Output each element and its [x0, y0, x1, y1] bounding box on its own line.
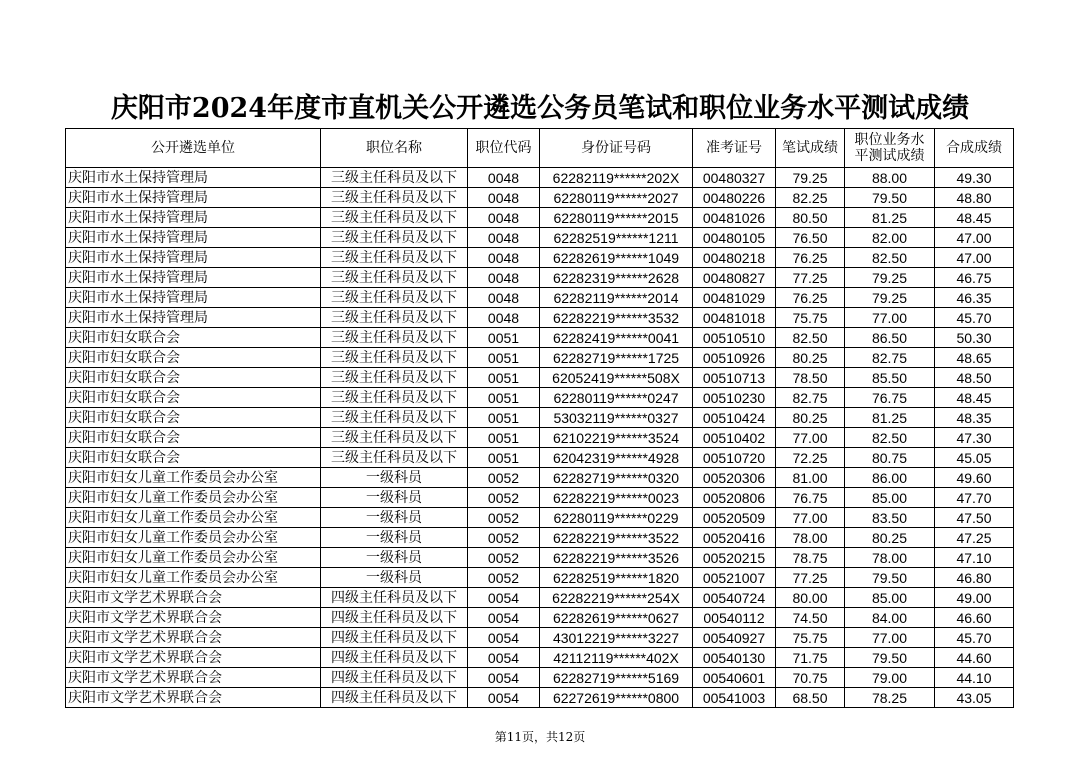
cell-unit: 庆阳市文学艺术界联合会 — [66, 628, 321, 648]
header-unit: 公开遴选单位 — [66, 129, 321, 168]
cell-id: 62282219******254X — [540, 588, 693, 608]
cell-test: 79.50 — [845, 188, 935, 208]
table-row — [66, 608, 1014, 628]
cell-code: 0048 — [468, 288, 540, 308]
table-row — [66, 628, 1014, 648]
cell-id: 62282219******3526 — [540, 548, 693, 568]
cell-unit: 庆阳市妇女联合会 — [66, 368, 321, 388]
cell-code: 0048 — [468, 168, 540, 188]
cell-position: 四级主任科员及以下 — [321, 608, 468, 628]
cell-position: 三级主任科员及以下 — [321, 388, 468, 408]
cell-position: 三级主任科员及以下 — [321, 168, 468, 188]
cell-total: 45.70 — [935, 628, 1014, 648]
cell-ticket: 00480827 — [693, 268, 776, 288]
table-row — [66, 448, 1014, 468]
cell-test: 85.00 — [845, 588, 935, 608]
cell-test: 79.25 — [845, 268, 935, 288]
cell-position: 一级科员 — [321, 548, 468, 568]
header-written: 笔试成绩 — [776, 129, 845, 168]
cell-total: 46.80 — [935, 568, 1014, 588]
cell-total: 46.35 — [935, 288, 1014, 308]
cell-id: 62282219******0023 — [540, 488, 693, 508]
cell-id: 62282519******1211 — [540, 228, 693, 248]
cell-code: 0052 — [468, 528, 540, 548]
cell-code: 0051 — [468, 368, 540, 388]
table-row — [66, 428, 1014, 448]
cell-test: 81.25 — [845, 208, 935, 228]
header-code: 职位代码 — [468, 129, 540, 168]
cell-id: 62280119******2015 — [540, 208, 693, 228]
cell-id: 62272619******0800 — [540, 688, 693, 708]
table-row — [66, 228, 1014, 248]
cell-ticket: 00510926 — [693, 348, 776, 368]
table-row — [66, 288, 1014, 308]
cell-id: 62282419******0041 — [540, 328, 693, 348]
cell-total: 45.70 — [935, 308, 1014, 328]
cell-unit: 庆阳市水土保持管理局 — [66, 268, 321, 288]
table-row — [66, 588, 1014, 608]
header-test-line2: 平测试成绩 — [854, 148, 925, 164]
cell-total: 46.60 — [935, 608, 1014, 628]
cell-code: 0051 — [468, 328, 540, 348]
page-number: 第11页，共12页 — [494, 730, 586, 744]
cell-code: 0048 — [468, 308, 540, 328]
cell-total: 48.45 — [935, 208, 1014, 228]
cell-ticket: 00481018 — [693, 308, 776, 328]
cell-unit: 庆阳市水土保持管理局 — [66, 188, 321, 208]
cell-unit: 庆阳市妇女联合会 — [66, 428, 321, 448]
header-test — [845, 129, 935, 168]
table-body — [66, 168, 1014, 708]
table-row — [66, 348, 1014, 368]
cell-unit: 庆阳市妇女联合会 — [66, 348, 321, 368]
cell-unit: 庆阳市妇女儿童工作委员会办公室 — [66, 528, 321, 548]
header-total: 合成成绩 — [935, 129, 1014, 168]
cell-code: 0054 — [468, 688, 540, 708]
cell-written: 78.00 — [776, 528, 845, 548]
cell-id: 62282719******5169 — [540, 668, 693, 688]
cell-total: 45.05 — [935, 448, 1014, 468]
cell-total: 47.10 — [935, 548, 1014, 568]
cell-id: 62282319******2628 — [540, 268, 693, 288]
cell-total: 47.25 — [935, 528, 1014, 548]
cell-position: 一级科员 — [321, 508, 468, 528]
table-row — [66, 468, 1014, 488]
cell-id: 62282619******0627 — [540, 608, 693, 628]
cell-id: 62282619******1049 — [540, 248, 693, 268]
cell-written: 72.25 — [776, 448, 845, 468]
cell-position: 三级主任科员及以下 — [321, 408, 468, 428]
cell-ticket: 00540724 — [693, 588, 776, 608]
cell-unit: 庆阳市文学艺术界联合会 — [66, 588, 321, 608]
cell-written: 82.50 — [776, 328, 845, 348]
cell-position: 四级主任科员及以下 — [321, 628, 468, 648]
cell-test: 84.00 — [845, 608, 935, 628]
cell-test: 79.25 — [845, 288, 935, 308]
cell-code: 0048 — [468, 248, 540, 268]
cell-written: 76.25 — [776, 288, 845, 308]
scores-table — [65, 128, 1014, 708]
cell-unit: 庆阳市水土保持管理局 — [66, 308, 321, 328]
table-row — [66, 408, 1014, 428]
cell-unit: 庆阳市水土保持管理局 — [66, 248, 321, 268]
cell-ticket: 00540927 — [693, 628, 776, 648]
cell-id: 43012219******3227 — [540, 628, 693, 648]
cell-unit: 庆阳市水土保持管理局 — [66, 168, 321, 188]
cell-id: 62042319******4928 — [540, 448, 693, 468]
cell-id: 62282119******202X — [540, 168, 693, 188]
cell-test: 78.00 — [845, 548, 935, 568]
cell-written: 80.25 — [776, 408, 845, 428]
cell-test: 80.75 — [845, 448, 935, 468]
cell-position: 一级科员 — [321, 528, 468, 548]
table-row — [66, 648, 1014, 668]
cell-written: 78.75 — [776, 548, 845, 568]
table-row — [66, 688, 1014, 708]
cell-code: 0051 — [468, 348, 540, 368]
header-position: 职位名称 — [321, 129, 468, 168]
cell-position: 四级主任科员及以下 — [321, 648, 468, 668]
cell-code: 0051 — [468, 428, 540, 448]
cell-test: 77.00 — [845, 628, 935, 648]
cell-written: 68.50 — [776, 688, 845, 708]
cell-id: 42112119******402X — [540, 648, 693, 668]
cell-test: 80.25 — [845, 528, 935, 548]
cell-unit: 庆阳市妇女儿童工作委员会办公室 — [66, 468, 321, 488]
cell-test: 85.50 — [845, 368, 935, 388]
cell-written: 75.75 — [776, 628, 845, 648]
cell-ticket: 00510713 — [693, 368, 776, 388]
cell-written: 76.25 — [776, 248, 845, 268]
table-row — [66, 528, 1014, 548]
cell-total: 47.50 — [935, 508, 1014, 528]
cell-position: 三级主任科员及以下 — [321, 228, 468, 248]
cell-written: 81.00 — [776, 468, 845, 488]
cell-total: 48.65 — [935, 348, 1014, 368]
cell-written: 76.75 — [776, 488, 845, 508]
cell-position: 一级科员 — [321, 488, 468, 508]
table-row — [66, 328, 1014, 348]
cell-total: 44.60 — [935, 648, 1014, 668]
cell-position: 三级主任科员及以下 — [321, 448, 468, 468]
table-row — [66, 488, 1014, 508]
header-row — [66, 129, 1014, 168]
page-title: 庆阳市2024年度市直机关公开遴选公务员笔试和职位业务水平测试成绩 — [110, 93, 970, 124]
cell-ticket: 00540601 — [693, 668, 776, 688]
cell-id: 62282119******2014 — [540, 288, 693, 308]
cell-code: 0048 — [468, 188, 540, 208]
cell-ticket: 00480327 — [693, 168, 776, 188]
table-row — [66, 508, 1014, 528]
cell-total: 44.10 — [935, 668, 1014, 688]
table-row — [66, 308, 1014, 328]
cell-code: 0054 — [468, 588, 540, 608]
cell-ticket: 00510402 — [693, 428, 776, 448]
cell-total: 48.35 — [935, 408, 1014, 428]
cell-id: 62052419******508X — [540, 368, 693, 388]
cell-written: 75.75 — [776, 308, 845, 328]
cell-test: 78.25 — [845, 688, 935, 708]
cell-ticket: 00480105 — [693, 228, 776, 248]
cell-ticket: 00520806 — [693, 488, 776, 508]
cell-position: 一级科员 — [321, 468, 468, 488]
cell-code: 0048 — [468, 268, 540, 288]
cell-written: 74.50 — [776, 608, 845, 628]
table-row — [66, 368, 1014, 388]
cell-id: 62282719******0320 — [540, 468, 693, 488]
cell-position: 四级主任科员及以下 — [321, 588, 468, 608]
cell-written: 70.75 — [776, 668, 845, 688]
cell-unit: 庆阳市文学艺术界联合会 — [66, 668, 321, 688]
cell-position: 三级主任科员及以下 — [321, 288, 468, 308]
table-row — [66, 568, 1014, 588]
cell-unit: 庆阳市水土保持管理局 — [66, 288, 321, 308]
table-row — [66, 548, 1014, 568]
cell-test: 81.25 — [845, 408, 935, 428]
cell-written: 82.75 — [776, 388, 845, 408]
cell-test: 79.00 — [845, 668, 935, 688]
cell-total: 47.00 — [935, 228, 1014, 248]
cell-ticket: 00540112 — [693, 608, 776, 628]
cell-unit: 庆阳市文学艺术界联合会 — [66, 608, 321, 628]
cell-written: 80.50 — [776, 208, 845, 228]
cell-code: 0048 — [468, 228, 540, 248]
cell-test: 76.75 — [845, 388, 935, 408]
cell-written: 78.50 — [776, 368, 845, 388]
cell-unit: 庆阳市水土保持管理局 — [66, 208, 321, 228]
cell-written: 77.00 — [776, 428, 845, 448]
cell-total: 50.30 — [935, 328, 1014, 348]
cell-unit: 庆阳市妇女儿童工作委员会办公室 — [66, 508, 321, 528]
cell-ticket: 00510230 — [693, 388, 776, 408]
cell-written: 79.25 — [776, 168, 845, 188]
cell-unit: 庆阳市妇女联合会 — [66, 448, 321, 468]
cell-ticket: 00480226 — [693, 188, 776, 208]
cell-ticket: 00521007 — [693, 568, 776, 588]
cell-id: 62282219******3522 — [540, 528, 693, 548]
cell-code: 0051 — [468, 408, 540, 428]
cell-ticket: 00481026 — [693, 208, 776, 228]
cell-ticket: 00540130 — [693, 648, 776, 668]
cell-position: 三级主任科员及以下 — [321, 268, 468, 288]
cell-total: 48.80 — [935, 188, 1014, 208]
cell-written: 77.00 — [776, 508, 845, 528]
cell-test: 82.50 — [845, 428, 935, 448]
cell-code: 0052 — [468, 548, 540, 568]
cell-test: 82.00 — [845, 228, 935, 248]
cell-id: 62282519******1820 — [540, 568, 693, 588]
cell-position: 一级科员 — [321, 568, 468, 588]
cell-id: 62102219******3524 — [540, 428, 693, 448]
cell-ticket: 00520416 — [693, 528, 776, 548]
cell-test: 82.50 — [845, 248, 935, 268]
cell-code: 0054 — [468, 628, 540, 648]
cell-test: 83.50 — [845, 508, 935, 528]
cell-test: 77.00 — [845, 308, 935, 328]
cell-unit: 庆阳市妇女儿童工作委员会办公室 — [66, 568, 321, 588]
cell-code: 0052 — [468, 568, 540, 588]
table-row — [66, 388, 1014, 408]
cell-ticket: 00541003 — [693, 688, 776, 708]
cell-written: 82.25 — [776, 188, 845, 208]
table-row — [66, 268, 1014, 288]
cell-unit: 庆阳市文学艺术界联合会 — [66, 648, 321, 668]
cell-id: 53032119******0327 — [540, 408, 693, 428]
cell-code: 0051 — [468, 388, 540, 408]
cell-written: 80.25 — [776, 348, 845, 368]
cell-unit: 庆阳市妇女联合会 — [66, 388, 321, 408]
cell-written: 77.25 — [776, 568, 845, 588]
cell-total: 47.30 — [935, 428, 1014, 448]
cell-code: 0052 — [468, 508, 540, 528]
cell-test: 88.00 — [845, 168, 935, 188]
cell-ticket: 00481029 — [693, 288, 776, 308]
header-test-line1: 职位业务水 — [854, 132, 925, 148]
cell-written: 71.75 — [776, 648, 845, 668]
cell-total: 49.60 — [935, 468, 1014, 488]
table-row — [66, 248, 1014, 268]
cell-position: 三级主任科员及以下 — [321, 428, 468, 448]
cell-total: 48.45 — [935, 388, 1014, 408]
cell-position: 三级主任科员及以下 — [321, 368, 468, 388]
cell-position: 三级主任科员及以下 — [321, 248, 468, 268]
cell-position: 三级主任科员及以下 — [321, 208, 468, 228]
cell-id: 62280119******2027 — [540, 188, 693, 208]
cell-id: 62280119******0229 — [540, 508, 693, 528]
cell-total: 47.70 — [935, 488, 1014, 508]
cell-total: 46.75 — [935, 268, 1014, 288]
cell-ticket: 00510720 — [693, 448, 776, 468]
cell-ticket: 00510424 — [693, 408, 776, 428]
cell-id: 62282719******1725 — [540, 348, 693, 368]
cell-ticket: 00520509 — [693, 508, 776, 528]
cell-position: 三级主任科员及以下 — [321, 308, 468, 328]
cell-ticket: 00520306 — [693, 468, 776, 488]
cell-test: 82.75 — [845, 348, 935, 368]
cell-position: 三级主任科员及以下 — [321, 328, 468, 348]
cell-test: 85.00 — [845, 488, 935, 508]
cell-code: 0048 — [468, 208, 540, 228]
cell-written: 80.00 — [776, 588, 845, 608]
cell-position: 三级主任科员及以下 — [321, 188, 468, 208]
cell-written: 76.50 — [776, 228, 845, 248]
cell-code: 0051 — [468, 448, 540, 468]
cell-unit: 庆阳市妇女儿童工作委员会办公室 — [66, 548, 321, 568]
cell-code: 0052 — [468, 488, 540, 508]
cell-unit: 庆阳市水土保持管理局 — [66, 228, 321, 248]
cell-test: 86.00 — [845, 468, 935, 488]
table-row — [66, 168, 1014, 188]
cell-code: 0052 — [468, 468, 540, 488]
table-row — [66, 668, 1014, 688]
cell-unit: 庆阳市妇女联合会 — [66, 328, 321, 348]
cell-ticket: 00480218 — [693, 248, 776, 268]
cell-unit: 庆阳市妇女联合会 — [66, 408, 321, 428]
cell-ticket: 00520215 — [693, 548, 776, 568]
header-id: 身份证号码 — [540, 129, 693, 168]
cell-unit: 庆阳市妇女儿童工作委员会办公室 — [66, 488, 321, 508]
header-ticket: 准考证号 — [693, 129, 776, 168]
cell-id: 62280119******0247 — [540, 388, 693, 408]
cell-test: 86.50 — [845, 328, 935, 348]
cell-test: 79.50 — [845, 568, 935, 588]
cell-written: 77.25 — [776, 268, 845, 288]
cell-unit: 庆阳市文学艺术界联合会 — [66, 688, 321, 708]
cell-test: 79.50 — [845, 648, 935, 668]
cell-position: 三级主任科员及以下 — [321, 348, 468, 368]
cell-ticket: 00510510 — [693, 328, 776, 348]
cell-code: 0054 — [468, 648, 540, 668]
cell-total: 47.00 — [935, 248, 1014, 268]
table-row — [66, 208, 1014, 228]
cell-code: 0054 — [468, 608, 540, 628]
cell-total: 43.05 — [935, 688, 1014, 708]
cell-total: 49.00 — [935, 588, 1014, 608]
table-row — [66, 188, 1014, 208]
cell-total: 48.50 — [935, 368, 1014, 388]
cell-code: 0054 — [468, 668, 540, 688]
cell-total: 49.30 — [935, 168, 1014, 188]
cell-id: 62282219******3532 — [540, 308, 693, 328]
cell-position: 四级主任科员及以下 — [321, 688, 468, 708]
cell-position: 四级主任科员及以下 — [321, 668, 468, 688]
